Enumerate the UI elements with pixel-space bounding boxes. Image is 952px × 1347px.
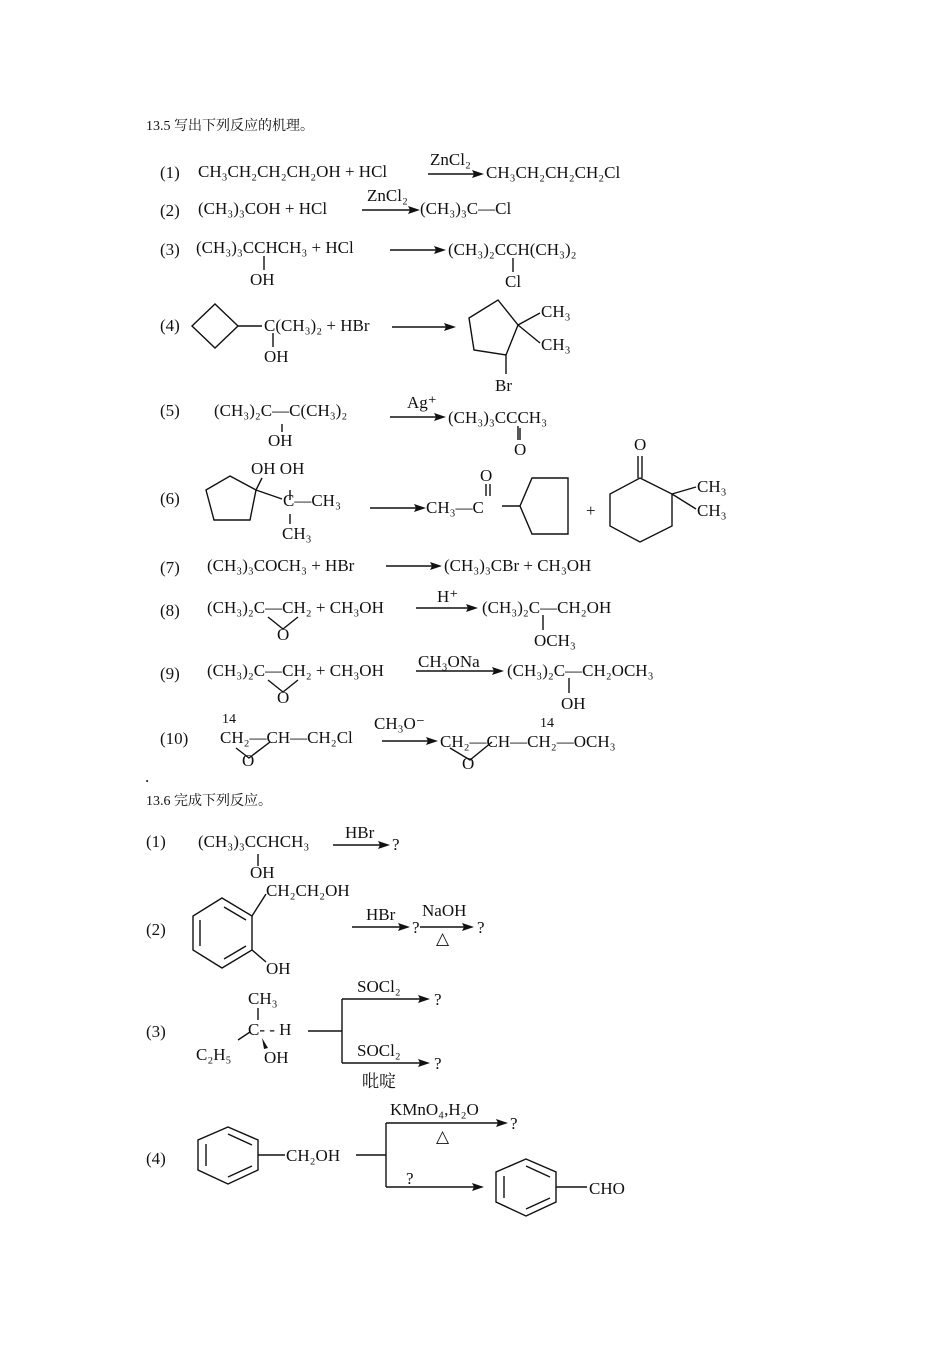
q1-reactant: (CH₃)₃CCHCH₃ bbox=[198, 832, 310, 851]
r10-product-o: O bbox=[462, 754, 475, 773]
r5-reagent: Ag⁺ bbox=[407, 393, 437, 412]
r8-product: (CH₃)₂C—CH₂OH bbox=[482, 598, 612, 617]
r5-reactant: (CH₃)₂C—C(CH₃)₂ bbox=[214, 401, 348, 420]
substituent-bonds bbox=[258, 256, 569, 1020]
cyclopentane-ring-r4 bbox=[469, 300, 518, 355]
r6-product-a-o: O bbox=[480, 466, 493, 485]
r10-reactant-o: O bbox=[242, 751, 255, 770]
r6-product-b-o: O bbox=[634, 435, 647, 454]
benzene-ring-product bbox=[496, 1159, 556, 1216]
q3-solvent: 吡啶 bbox=[362, 1072, 396, 1091]
r5-number: (5) bbox=[160, 401, 180, 420]
q3-ch3: CH₃ bbox=[248, 989, 278, 1008]
r8-reagent: H⁺ bbox=[437, 587, 459, 606]
q4-product-cho: CHO bbox=[589, 1179, 625, 1198]
r10-number: (10) bbox=[160, 729, 189, 748]
q2-reagent-1: HBr bbox=[366, 905, 396, 924]
r6-plus: + bbox=[586, 501, 596, 520]
q2-oh: OH bbox=[266, 959, 291, 978]
q3-answer-1: ? bbox=[434, 990, 442, 1009]
r4-methyl-2: CH₃ bbox=[541, 335, 571, 354]
q4-heat: △ bbox=[436, 1127, 450, 1146]
r7-products: (CH₃)₃CBr + CH₃OH bbox=[444, 556, 592, 575]
r6-number: (6) bbox=[160, 489, 180, 508]
r10-label-14b: 14 bbox=[540, 716, 554, 731]
cyclopentane-ring-r6 bbox=[206, 476, 256, 520]
r6-product-a: CH₃—C bbox=[426, 498, 484, 517]
r9-number: (9) bbox=[160, 664, 180, 683]
r3-reactants: (CH₃)₃CCHCH₃ + HCl bbox=[196, 238, 354, 257]
q2-number: (2) bbox=[146, 920, 166, 939]
q4-answer-1: ? bbox=[510, 1114, 518, 1133]
r2-reagent: ZnCl₂ bbox=[367, 186, 408, 205]
r4-oh: OH bbox=[264, 347, 289, 366]
r7-reactants: (CH₃)₃COCH₃ + HBr bbox=[207, 556, 355, 575]
r4-br: Br bbox=[495, 376, 512, 395]
q2-answer-2: ? bbox=[477, 918, 485, 937]
r2-number: (2) bbox=[160, 201, 180, 220]
r9-epoxide-o: O bbox=[277, 688, 290, 707]
q4-number: (4) bbox=[146, 1149, 166, 1168]
q4-ch2oh: CH₂OH bbox=[286, 1146, 341, 1165]
r5-o: O bbox=[514, 440, 527, 459]
q4-reagent-1: KMnO₄,H₂O bbox=[390, 1100, 479, 1119]
r4-number: (4) bbox=[160, 316, 180, 335]
q2-heat: △ bbox=[436, 929, 450, 948]
r10-product: CH₂—CH—CH₂—OCH₃ bbox=[440, 732, 616, 751]
r6-c-methyl: C—CH₃ bbox=[283, 491, 341, 510]
r9-oh: OH bbox=[561, 694, 586, 713]
r2-reactants: (CH₃)₃COH + HCl bbox=[198, 199, 328, 218]
r3-oh: OH bbox=[250, 270, 275, 289]
stray-dot: . bbox=[145, 767, 150, 786]
r5-product: (CH₃)₃CCCH₃ bbox=[448, 408, 548, 427]
q3-oh: OH bbox=[264, 1048, 289, 1067]
r6-product-b-me1: CH₃ bbox=[697, 477, 727, 496]
q2-answer-1: ? bbox=[412, 918, 420, 937]
cyclopentane-ring-prod bbox=[520, 478, 568, 534]
r10-reactant: CH₂—CH—CH₂Cl bbox=[220, 728, 353, 747]
r4-methyl-1: CH₃ bbox=[541, 302, 571, 321]
cyclohexane-ring bbox=[610, 478, 672, 542]
cyclobutane-ring bbox=[192, 304, 238, 348]
r1-product: CH₃CH₂CH₂CH₂Cl bbox=[486, 163, 621, 182]
r1-number: (1) bbox=[160, 163, 180, 182]
r8-number: (8) bbox=[160, 601, 180, 620]
r6-product-b-me2: CH₃ bbox=[697, 501, 727, 520]
r2-product: (CH₃)₃C—Cl bbox=[420, 199, 512, 218]
r10-reagent: CH₃O⁻ bbox=[374, 714, 425, 733]
q4-reagent-2: ? bbox=[406, 1169, 414, 1188]
r8-och3: OCH₃ bbox=[534, 631, 576, 650]
r3-product: (CH₃)₂CCH(CH₃)₂ bbox=[448, 240, 577, 259]
section-heading-13-6: 13.6 完成下列反应。 bbox=[146, 794, 272, 809]
q2-reagent-2: NaOH bbox=[422, 901, 467, 920]
r9-product: (CH₃)₂C—CH₂OCH₃ bbox=[507, 661, 654, 680]
r9-reagent: CH₃ONa bbox=[418, 652, 480, 671]
q3-c-h: C- - H bbox=[248, 1020, 292, 1039]
q3-c2h5: C₂H₅ bbox=[196, 1045, 232, 1064]
benzene-ring-q2 bbox=[193, 898, 252, 968]
q3-reagent-1: SOCl₂ bbox=[357, 977, 401, 996]
q3-answer-2: ? bbox=[434, 1054, 442, 1073]
benzene-ring-q4 bbox=[198, 1127, 258, 1184]
r6-oh-pair: OH OH bbox=[251, 459, 305, 478]
q1-answer: ? bbox=[392, 835, 400, 854]
r1-reagent: ZnCl₂ bbox=[430, 150, 471, 169]
r4-reactants: C(CH₃)₂ + HBr bbox=[264, 316, 370, 335]
section-heading-13-5: 13.5 写出下列反应的机理。 bbox=[146, 119, 314, 134]
q1-oh: OH bbox=[250, 863, 275, 882]
r7-number: (7) bbox=[160, 558, 180, 577]
r9-reactants: (CH₃)₂C—CH₂ + CH₃OH bbox=[207, 661, 384, 680]
r3-number: (3) bbox=[160, 240, 180, 259]
r10-label-14a: 14 bbox=[222, 712, 236, 727]
q3-number: (3) bbox=[146, 1022, 166, 1041]
r3-cl: Cl bbox=[505, 272, 522, 291]
r8-reactants: (CH₃)₂C—CH₂ + CH₃OH bbox=[207, 598, 384, 617]
r5-oh: OH bbox=[268, 431, 293, 450]
q1-number: (1) bbox=[146, 832, 166, 851]
r1-reactants: CH₃CH₂CH₂CH₂OH + HCl bbox=[198, 162, 388, 181]
q1-reagent: HBr bbox=[345, 823, 375, 842]
r6-ch3-down: CH₃ bbox=[282, 524, 312, 543]
q2-chain: CH₂CH₂OH bbox=[266, 881, 350, 900]
r8-epoxide-o: O bbox=[277, 625, 290, 644]
q3-reagent-2: SOCl₂ bbox=[357, 1041, 401, 1060]
